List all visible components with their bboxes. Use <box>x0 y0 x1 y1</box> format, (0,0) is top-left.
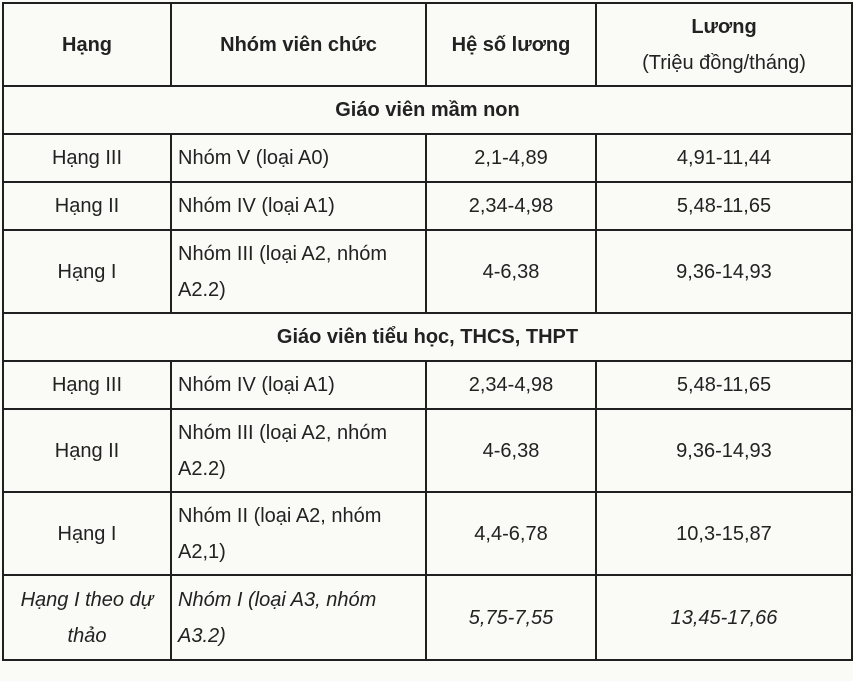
cell-salary: 5,48-11,65 <box>596 361 852 409</box>
cell-salary: 13,45-17,66 <box>596 575 852 660</box>
header-coefficient: Hệ số lương <box>426 3 596 86</box>
cell-group: Nhóm I (loại A3, nhóm A3.2) <box>171 575 426 660</box>
cell-group: Nhóm II (loại A2, nhóm A2,1) <box>171 492 426 575</box>
section-row-school <box>3 313 852 361</box>
header-salary-unit: (Triệu đồng/tháng) <box>642 51 806 74</box>
cell-salary: 10,3-15,87 <box>596 492 852 575</box>
table-row <box>3 134 852 182</box>
cell-group: Nhóm IV (loại A1) <box>171 361 426 409</box>
cell-rank: Hạng I <box>3 492 171 575</box>
table-row <box>3 361 852 409</box>
cell-coefficient: 5,75-7,55 <box>426 575 596 660</box>
table-row <box>3 230 852 313</box>
cell-coefficient: 4-6,38 <box>426 409 596 492</box>
cell-rank: Hạng III <box>3 134 171 182</box>
table-row <box>3 182 852 230</box>
cell-rank: Hạng II <box>3 409 171 492</box>
cell-coefficient: 4-6,38 <box>426 230 596 313</box>
cell-coefficient: 2,34-4,98 <box>426 182 596 230</box>
cell-group: Nhóm III (loại A2, nhóm A2.2) <box>171 409 426 492</box>
cell-coefficient: 4,4-6,78 <box>426 492 596 575</box>
cell-coefficient: 2,34-4,98 <box>426 361 596 409</box>
section-title: Giáo viên tiểu học, THCS, THPT <box>3 313 852 361</box>
cell-coefficient: 2,1-4,89 <box>426 134 596 182</box>
cell-group: Nhóm IV (loại A1) <box>171 182 426 230</box>
header-group: Nhóm viên chức <box>171 3 426 86</box>
salary-table <box>2 2 853 661</box>
table-row-draft <box>3 575 852 660</box>
header-rank: Hạng <box>3 3 171 86</box>
cell-salary: 9,36-14,93 <box>596 230 852 313</box>
cell-salary: 4,91-11,44 <box>596 134 852 182</box>
cell-salary: 9,36-14,93 <box>596 409 852 492</box>
cell-group: Nhóm III (loại A2, nhóm A2.2) <box>171 230 426 313</box>
cell-rank: Hạng II <box>3 182 171 230</box>
cell-group: Nhóm V (loại A0) <box>171 134 426 182</box>
section-title: Giáo viên mầm non <box>3 86 852 134</box>
table-row <box>3 409 852 492</box>
section-row-preschool <box>3 86 852 134</box>
header-salary <box>596 3 852 86</box>
cell-rank: Hạng III <box>3 361 171 409</box>
cell-rank: Hạng I theo dự thảo <box>3 575 171 660</box>
header-salary-label: Lương <box>691 15 757 38</box>
header-row <box>3 3 852 86</box>
cell-rank: Hạng I <box>3 230 171 313</box>
table-row <box>3 492 852 575</box>
cell-salary: 5,48-11,65 <box>596 182 852 230</box>
